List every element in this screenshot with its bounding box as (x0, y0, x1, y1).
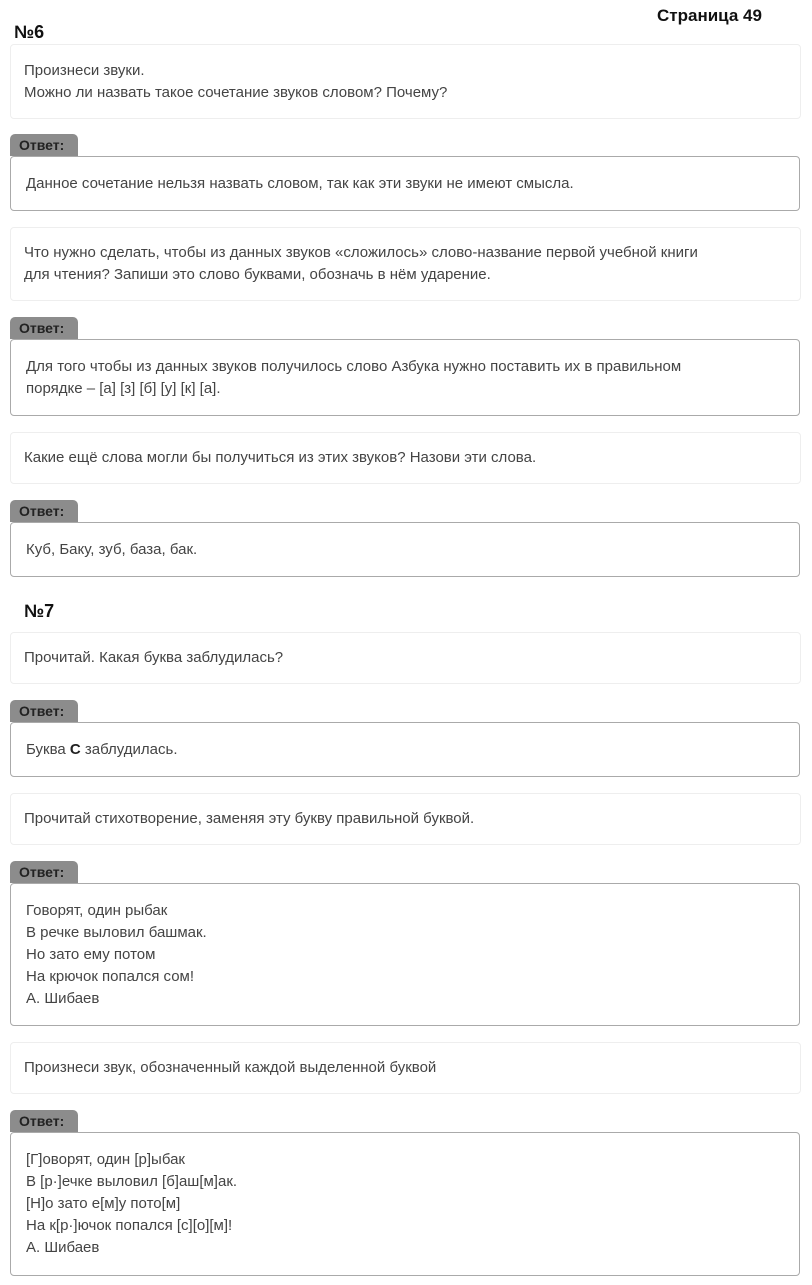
answer-label: Ответ: (10, 861, 78, 883)
answer-text: Буква (26, 740, 70, 758)
answer-line: Данное сочетание нельзя назвать словом, так как эти звуки не имеют смысла. (26, 174, 574, 192)
answer-box (10, 339, 800, 416)
answer-label: Ответ: (10, 500, 78, 522)
question-box (10, 1042, 801, 1094)
question-line: Что нужно сделать, чтобы из данных звуков «сложилось» слово-название первой учебной книги (24, 244, 698, 261)
question-line: Прочитай. Какая буква заблудилась? (24, 649, 284, 666)
question-box (10, 793, 801, 845)
answer-line: В речке выловил башмак. (26, 923, 207, 941)
question-line: Произнеси звук, обозначенный каждой выделенной буквой (24, 1059, 437, 1076)
answer-line: Для того чтобы из данных звуков получилось слово Азбука нужно поставить их в правильном (26, 357, 682, 375)
answer-line: На крючок попался сом! (26, 967, 195, 985)
highlighted-letter: С (69, 740, 81, 758)
answer-box (10, 883, 800, 1026)
answer-line: На к[р·]ючок попался [с][о][м]! (26, 1217, 233, 1234)
question-box (10, 44, 801, 119)
section-title: №6 (14, 22, 45, 42)
answer-line (26, 739, 784, 761)
answer-line: [Г]оворят, один [р]ыбак (26, 1151, 185, 1168)
answer-label: Ответ: (10, 134, 78, 156)
answer-label: Ответ: (10, 1110, 78, 1132)
page-number: Страница 49 (657, 6, 762, 25)
question-line: Какие ещё слова могли бы получиться из этих звуков? Назови эти слова. (24, 449, 537, 466)
answer-text: заблудилась. (80, 740, 178, 758)
question-box (10, 227, 801, 301)
question-line: Произнеси звуки. (24, 61, 145, 79)
answer-line: Говорят, один рыбак (26, 901, 168, 919)
question-line: Прочитай стихотворение, заменяя эту букву правильной буквой. (24, 810, 475, 827)
question-line: для чтения? Запиши это слово буквами, обозначь в нём ударение. (24, 266, 491, 283)
answer-label: Ответ: (10, 700, 78, 722)
answer-box (10, 722, 800, 777)
answer-line: порядке – [а] [з] [б] [у] [к] [а]. (26, 379, 221, 397)
answer-box (10, 522, 800, 577)
question-line: Можно ли назвать такое сочетание звуков словом? Почему? (24, 83, 448, 101)
answer-box (10, 156, 800, 211)
section-title: №7 (24, 601, 55, 621)
answer-label: Ответ: (10, 317, 78, 339)
question-box (10, 432, 801, 484)
answer-line: В [р·]ечке выловил [б]аш[м]ак. (26, 1173, 238, 1190)
answer-line: Но зато ему потом (26, 945, 156, 963)
answer-line: Куб, Баку, зуб, база, бак. (26, 540, 198, 558)
question-box (10, 632, 801, 684)
answer-line: А. Шибаев (26, 1239, 100, 1256)
answer-line: А. Шибаев (26, 989, 100, 1007)
answer-line: [Н]о зато е[м]у пото[м] (26, 1195, 181, 1212)
answer-box (10, 1132, 800, 1276)
